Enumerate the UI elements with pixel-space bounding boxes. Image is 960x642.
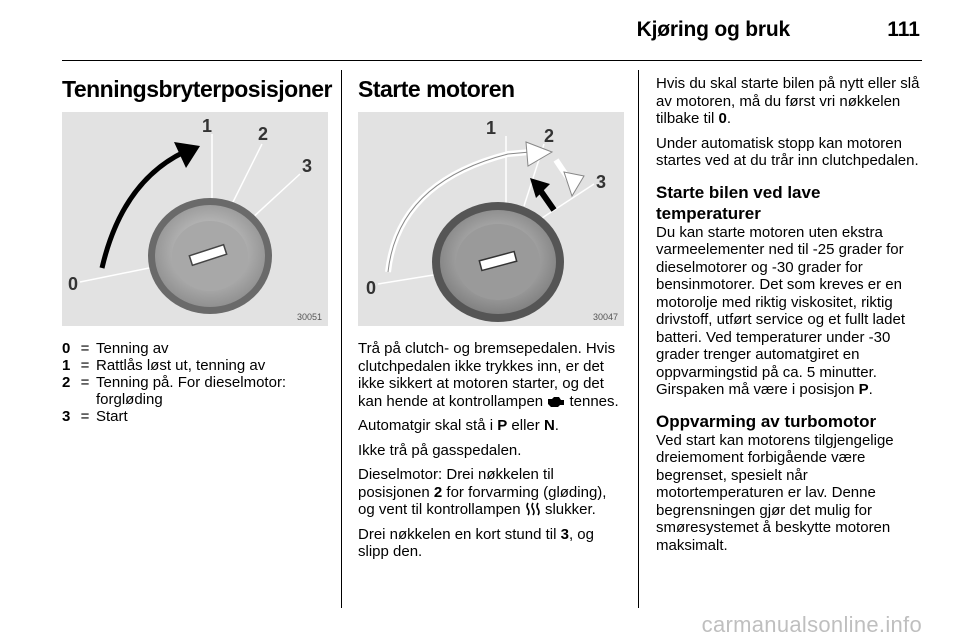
clutch-text-end: tennes. bbox=[569, 392, 619, 410]
subsection-title-cold-start: Starte bilen ved lave temperaturer bbox=[656, 182, 821, 223]
legend-item bbox=[62, 340, 328, 357]
text: slukker. bbox=[544, 501, 596, 518]
legend-item bbox=[62, 374, 328, 408]
position-legend bbox=[62, 340, 328, 425]
column-divider-2 bbox=[638, 70, 639, 608]
position-0: 0 bbox=[718, 110, 727, 127]
figure-id: 30051 bbox=[296, 312, 322, 322]
section-title: Starte motoren bbox=[358, 76, 515, 102]
text: Drei nøkkelen en kort stund til bbox=[358, 525, 557, 543]
page-number: 111 bbox=[887, 18, 920, 41]
subsection-title-turbo: Oppvarming av turbomotor bbox=[656, 411, 877, 431]
paragraph-restart bbox=[656, 75, 924, 128]
legend-number: 0 bbox=[62, 340, 71, 357]
label-position-1: 1 bbox=[486, 118, 497, 138]
text: Dieselmotor: Drei nøkkelen til posisjonen bbox=[358, 466, 554, 501]
paragraph-turn-key bbox=[358, 526, 622, 561]
label-position-1: 1 bbox=[202, 116, 213, 136]
text: eller bbox=[511, 417, 540, 434]
gear-p: P bbox=[858, 381, 869, 398]
text: . bbox=[868, 381, 873, 398]
legend-item bbox=[62, 408, 328, 425]
ignition-figure bbox=[62, 112, 328, 326]
paragraph-diesel bbox=[358, 466, 622, 519]
legend-equals: = bbox=[80, 357, 90, 374]
start-figure bbox=[358, 112, 624, 326]
text: . bbox=[726, 110, 732, 127]
legend-equals: = bbox=[80, 340, 90, 357]
column-divider-1 bbox=[341, 70, 342, 608]
header-divider bbox=[62, 60, 922, 61]
ignition-illustration bbox=[62, 112, 328, 326]
label-position-0: 0 bbox=[366, 278, 377, 298]
watermark: carmanualsonline.info bbox=[701, 612, 922, 637]
position-2-line bbox=[232, 144, 262, 204]
legend-number: 1 bbox=[62, 357, 71, 374]
legend-equals: = bbox=[80, 408, 90, 425]
figure-id: 30047 bbox=[592, 312, 618, 322]
engine-warning-icon bbox=[547, 396, 565, 408]
running-header-title: Kjøring og bruk bbox=[636, 18, 790, 41]
position-3: 3 bbox=[560, 525, 569, 543]
section-title: Tenningsbryterposisjoner bbox=[62, 76, 333, 102]
start-arrow bbox=[540, 190, 554, 210]
label-position-3: 3 bbox=[302, 156, 313, 176]
start-illustration bbox=[358, 112, 624, 326]
column-restart bbox=[656, 75, 924, 561]
legend-number: 3 bbox=[62, 408, 71, 425]
position-2: 2 bbox=[433, 483, 443, 501]
legend-number: 2 bbox=[62, 374, 71, 391]
legend-text: Start bbox=[96, 408, 128, 425]
paragraph-auto-stop: Under automatisk stopp kan motoren startes ved at du trår inn clutchpedalen. bbox=[656, 134, 919, 169]
paragraph-clutch bbox=[358, 340, 622, 410]
text: Hvis du skal starte bilen på nytt eller slå av motoren, må du først vri nøkkelen tilbake til bbox=[656, 75, 920, 127]
legend-equals: = bbox=[80, 374, 90, 391]
label-position-2: 2 bbox=[544, 126, 555, 146]
legend-item bbox=[62, 357, 328, 374]
position-0-line bbox=[80, 267, 154, 282]
text: Automatgir skal stå i bbox=[358, 417, 494, 434]
paragraph-no-gas: Ikke trå på gasspedalen. bbox=[358, 441, 522, 459]
legend-text: Tenning på. For dieselmotor: forgløding bbox=[96, 374, 287, 408]
legend-text: Rattlås løst ut, tenning av bbox=[96, 357, 266, 374]
text: Du kan starte motoren uten ekstra varmeelementer ned til -25 grader for dieselmotorer og -30 grader for bensinmotorer. Det som kreves er en motorolje med riktig viskositet, riktig drivstoff, utført service og et fullt ladet batteri. Ved temperaturer under -30 grader trenger automatgiret en oppvarmingstid på ca. 5 minutter. Girspaken må være i posisjon bbox=[656, 223, 905, 398]
label-position-0: 0 bbox=[68, 274, 79, 294]
column-ignition-positions bbox=[62, 75, 333, 425]
text: for forvarming (gløding), og vent til kontrollampen bbox=[358, 483, 607, 518]
glow-plug-icon bbox=[525, 502, 541, 516]
paragraph-cold-start bbox=[656, 224, 924, 399]
text: . bbox=[554, 417, 559, 434]
legend-text: Tenning av bbox=[96, 340, 169, 357]
label-position-3: 3 bbox=[596, 172, 607, 192]
paragraph-turbo: Ved start kan motorens tilgjengelige dreiemoment forbigående være begrenset, spesielt når motortemperaturen er lav. Denne begrensningen gjør det mulig for smøresystemet å beskytte motoren maksimalt. bbox=[656, 431, 894, 554]
position-3-line bbox=[250, 174, 300, 220]
text: , og slipp den. bbox=[358, 525, 594, 560]
paragraph-automatic bbox=[358, 417, 622, 435]
gear-p: P bbox=[497, 417, 508, 434]
column-start-engine bbox=[358, 75, 622, 568]
gear-n: N bbox=[543, 417, 555, 434]
clutch-text: Trå på clutch- og bremsepedalen. Hvis clutchpedalen ikke trykkes inn, er det ikke sikkert at motoren starter, og det kan hende at kontrollampen bbox=[358, 340, 616, 410]
label-position-2: 2 bbox=[258, 124, 269, 144]
